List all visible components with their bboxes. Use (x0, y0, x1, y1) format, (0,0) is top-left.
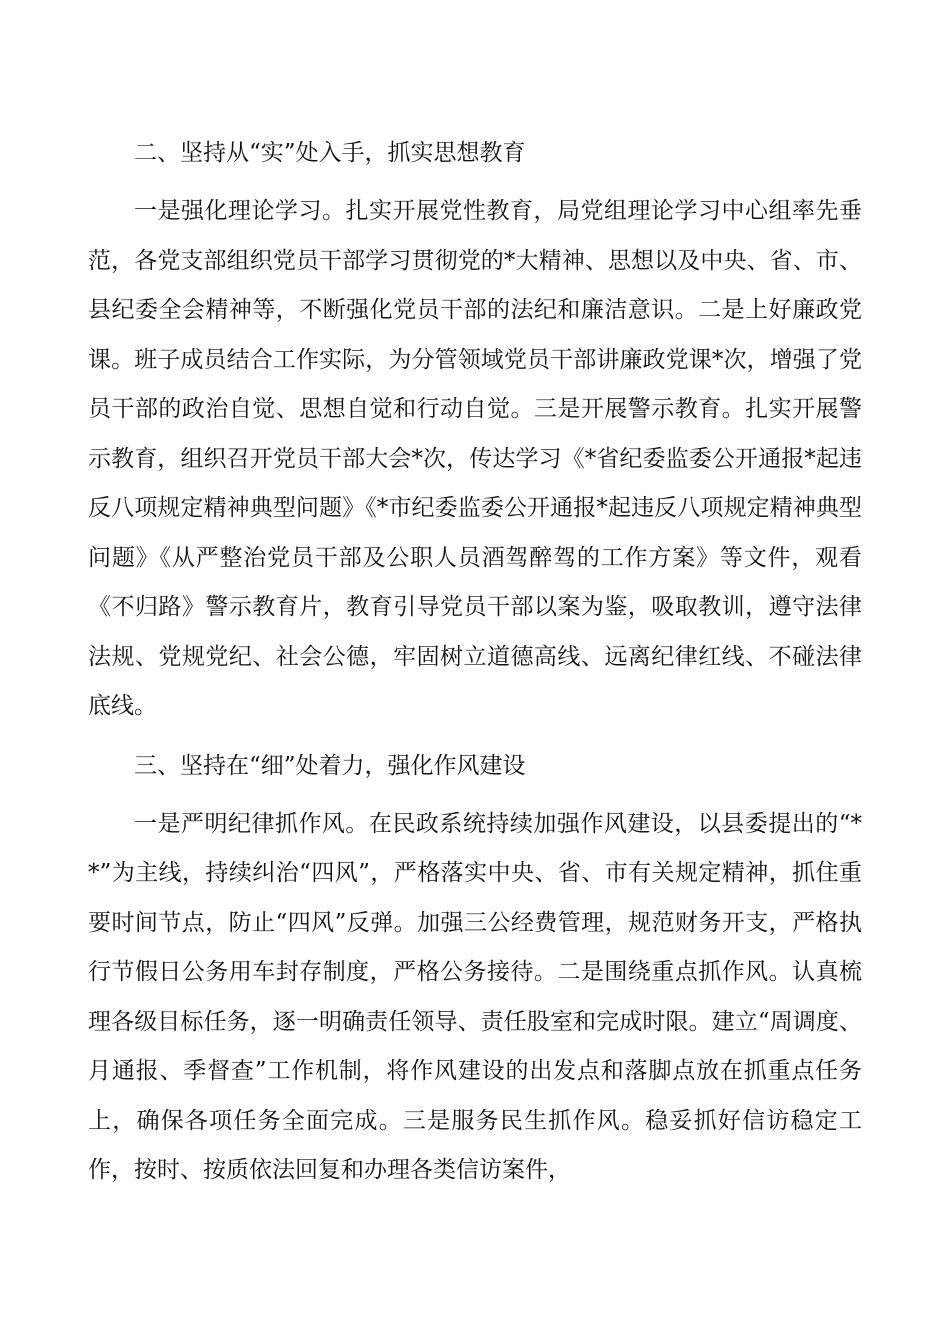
section-paragraph-3: 一是严明纪律抓作风。在民政系统持续加强作风建设，以县委提出的“**”为主线，持续纠治“四风”，严格落实中央、省、市有关规定精神，抓住重要时间节点，防止“四风”反弹。加强三公经费管理，规范财务开支，严格执行节假日公务用车封存制度，严格公务接待。二是围绕重点抓作风。认真梳理各级目标任务，逐一明确责任领导、责任股室和完成时限。建立“周调度、月通报、季督查”工作机制，将作风建设的出发点和落脚点放在抓重点任务上，确保各项任务全面完成。三是服务民生抓作风。稳妥抓好信访稳定工作，按时、按质依法回复和办理各类信访案件， (88, 810, 862, 1183)
document-page (88, 127, 862, 1204)
section-heading-2: 二、坚持从“实”处入手，抓实思想教育 (134, 140, 526, 166)
section-paragraph-2: 一是强化理论学习。扎实开展党性教育，局党组理论学习中心组率先垂范，各党支部组织党员干部学习贯彻党的*大精神、思想以及中央、省、市、县纪委全会精神等，不断强化党员干部的法纪和廉洁意识。二是上好廉政党课。班子成员结合工作实际，为分管领域党员干部讲廉政党课*次，增强了党员干部的政治自觉、思想自觉和行动自觉。三是开展警示教育。扎实开展警示教育，组织召开党员干部大会*次，传达学习《*省纪委监委公开通报*起违反八项规定精神典型问题》《*市纪委监委公开通报*起违反八项规定精神典型问题》《从严整治党员干部及公职人员酒驾醉驾的工作方案》等文件，观看《不归路》警示教育片，教育引导党员干部以案为鉴，吸取教训，遵守法律法规、党规党纪、社会公德，牢固树立道德高线、远离纪律红线、不碰法律底线。 (88, 198, 862, 719)
section-heading-3: 三、坚持在“细”处着力，强化作风建设 (134, 752, 526, 779)
